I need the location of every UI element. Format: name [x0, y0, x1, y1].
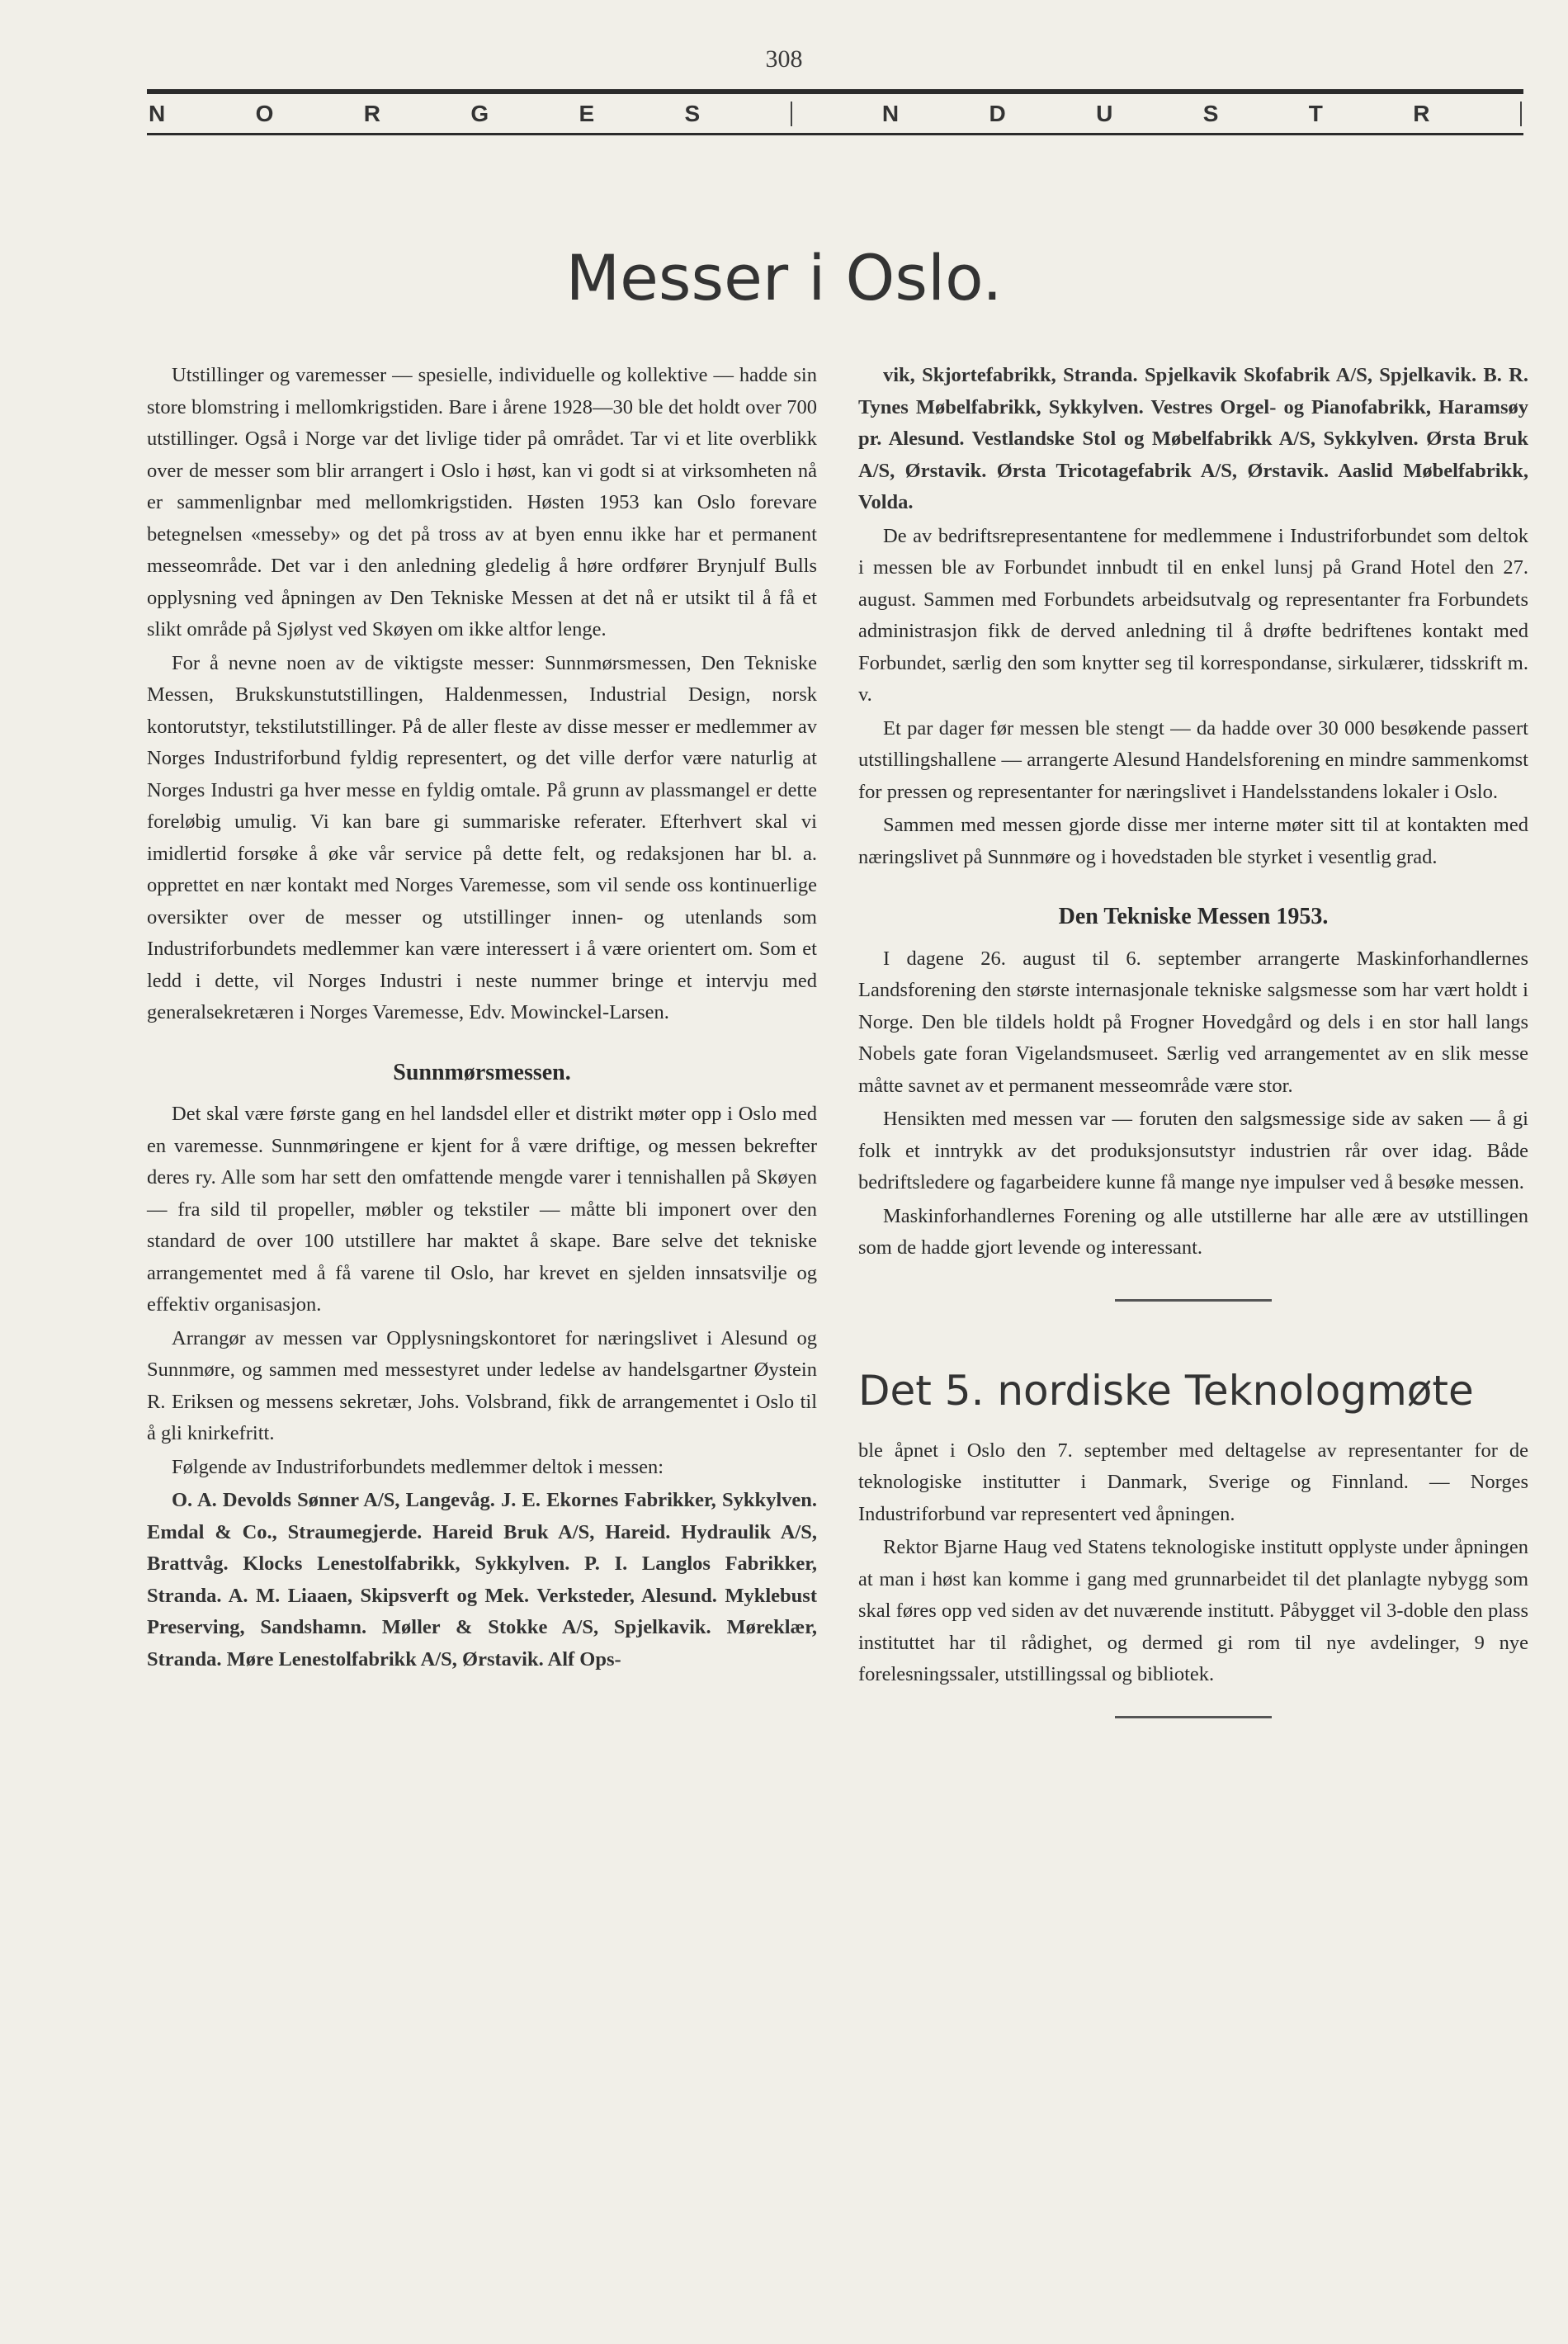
- masthead-letter: E: [579, 100, 595, 126]
- masthead-letter: G: [470, 100, 489, 126]
- body-paragraph: Arrangør av messen var Opplysningskontoret for næringslivet i Alesund og Sunnmøre, og sammen med messestyret under ledelse av handelsgartner Øystein R. Eriksen og messens sekretær, Johs. Volsbrand, fikk de arrangementet i Oslo til å gli knirkefritt.: [147, 1326, 817, 1444]
- intro-paragraph: For å nevne noen av de viktigste messer: Sunnmørsmessen, Den Tekniske Messen, Brukskunstutstillingen, Haldenmessen, Industrial Design, norsk kontorutstyr, tekstilutstillinger. På de aller fleste av disse messer er medlemmer av Norges Industriforbund fyldig representert, og det ville derfor være naturlig at Norges Industri ga hver messe en fyldig omtale. På grunn av plassmangel er dette foreløbig umulig. Vi kan bare gi summariske referater. Efterhvert skal vi imidlertid forsøke å øke vår service på dette felt, og redaksjonen har bl. a. opprettet en nær kontakt med Norges Varemesse, som vil sende oss kontinuerlige oversikter over de messer og utstillinger innen- og utenlands som Industriforbundets medlemmer kan være interessert i å være orientert om. Som et ledd i dette, vil Norges Industri i neste nummer bringe et intervju med generalsekretæren i Norges Varemesse, Edv. Mowinckel-Larsen.: [147, 651, 817, 1023]
- body-paragraph: I dagene 26. august til 6. september arrangerte Maskinforhandlernes Landsforening den største internasjonale tekniske salgsmesse som har vært holdt i Norge. Den ble tildels holdt på Frogner Hovedgård og dels i en stor hall langs Nobels gate foran Vigelandsmuseet. Særlig ved arrangementet av en slik messe måtte savnet av et permanent messeområde være stor.: [858, 947, 1528, 1097]
- nordisk-teknologmote-title: Det 5. nordiske Teknologmøte: [858, 1366, 1474, 1415]
- left-column: [147, 360, 817, 1677]
- body-paragraph: ble åpnet i Oslo den 7. september med deltagelse av representanter for de teknologiske institutter i Danmark, Sverige og Finnland. — Norges Industriforbund var representert ved åpningen.: [858, 1439, 1528, 1525]
- body-paragraph: Følgende av Industriforbundets medlemmer deltok i messen:: [172, 1455, 664, 1478]
- masthead-norges-industri: [147, 89, 1523, 135]
- masthead-letter: S: [684, 100, 701, 126]
- masthead-letter: D: [989, 100, 1006, 126]
- masthead-divider: [791, 102, 792, 126]
- company-list-continued: vik, Skjortefabrikk, Stranda. Spjelkavik Skofabrik A/S, Spjelkavik. B. R. Tynes Møbelfabrikk, Sykkylven. Vestres Orgel- og Pianofabrikk, Haramsøy pr. Alesund. Vestlandske Stol og Møbelfabrikk A/S, Sykkylven. Ørsta Bruk A/S, Ørstavik. Ørsta Tricotagefabrik A/S, Ørstavik. Aaslid Møbelfabrikk, Volda.: [858, 364, 1528, 513]
- masthead-end-bar: [1520, 102, 1522, 126]
- masthead-letter: N: [149, 100, 166, 126]
- end-divider: [1115, 1716, 1272, 1718]
- body-paragraph: Sammen med messen gjorde disse mer interne møter sitt til at kontakten med næringslivet på Sunnmøre og i hovedstaden ble styrket i vesentlig grad.: [858, 814, 1528, 868]
- section-heading-sunnmorsmessen: Sunnmørsmessen.: [393, 1059, 571, 1085]
- masthead-letter: R: [363, 100, 380, 126]
- body-paragraph: Hensikten med messen var — foruten den salgsmessige side av saken — å gi folk et inntrykk av det produksjonsutstyr industrien rår over idag. Både bedriftsledere og fagarbeidere kunne få mange nye impulser ved å besøke messen.: [858, 1108, 1528, 1193]
- article-title: Messer i Oslo.: [565, 241, 1003, 314]
- body-paragraph: Rektor Bjarne Haug ved Statens teknologiske institutt opplyste under åpningen at man i høst kan komme i gang med grunnarbeidet til det planlagte nybygg som skal føres opp ved siden av det nuværende institutt. Påbygget vil 3-doble den plass instituttet har til rådighet, og dermed gi rom til nye avdelinger, 9 nye forelesningssaler, utstillingssal og bibliotek.: [858, 1536, 1528, 1685]
- masthead-letter: U: [1096, 100, 1113, 126]
- intro-paragraph: Utstillinger og varemesser — spesielle, individuelle og kollektive — hadde sin store blomstring i mellomkrigstiden. Bare i årene 1928—30 ble det holdt over 700 utstillinger. Også i Norge var det livlige tider på området. Tar vi et lite overblikk over de messer som blir arrangert i Oslo i høst, kan vi godt si at virksomheten nå er sammenlignbar med mellomkrigstiden. Høsten 1953 kan Oslo forevare betegnelsen «messeby» og det på tross av at byen ennu ikke har et permanent messeområde. Det var i den anledning gledelig å høre ordfører Brynjulf Bulls opplysning ved åpningen av Den Tekniske Messen at det nå er utsikt til å få et slikt område på Sjølyst ved Skøyen om ikke altfor lenge.: [147, 364, 817, 640]
- masthead-letter: T: [1308, 100, 1323, 126]
- body-paragraph: Det skal være første gang en hel landsdel eller et distrikt møter opp i Oslo med en varemesse. Sunnmøringene er kjent for å være driftige, og messen bekrefter deres ry. Alle som har sett den omfattende mengde varer i tennishallen på Skøyen — fra sild til propeller, møbler og tekstiler — måtte bli imponert over den standard de over 100 utstillere har maktet å skape. Bare selve det tekniske arrangementet med å få varene til Oslo, har krevet en sjelden innsatsvilje og effektiv organisasjon.: [147, 1103, 817, 1316]
- body-paragraph: Et par dager før messen ble stengt — da hadde over 30 000 besøkende passert utstillingshallene — arrangerte Alesund Handelsforening en mindre sammenkomst for pressen og representanter for næringslivet i Handelsstandens lokaler i Oslo.: [858, 716, 1528, 803]
- page-number: 308: [765, 45, 803, 73]
- section-heading-tekniske-messen: Den Tekniske Messen 1953.: [1058, 904, 1329, 929]
- masthead-letter: R: [1413, 100, 1430, 126]
- masthead-letter: S: [1202, 100, 1219, 126]
- masthead-letter: O: [255, 100, 274, 126]
- company-list: O. A. Devolds Sønner A/S, Langevåg. J. E. Ekornes Fabrikker, Sykkylven. Emdal & Co., Straumegjerde. Hareid Bruk A/S, Hareid. Hydraulik A/S, Brattvåg. Klocks Lenestolfabrikk, Sykkylven. P. I. Langlos Fabrikker, Stranda. A. M. Liaaen, Skipsverft og Mek. Verksteder, Alesund. Myklebust Preserving, Sandshamn. Møller & Stokke A/S, Spjelkavik. Møreklær, Stranda. Møre Lenestolfabrikk A/S, Ørstavik. Alf Ops-: [147, 1489, 817, 1671]
- body-paragraph: De av bedriftsrepresentantene for medlemmene i Industriforbundet som deltok i messen ble av Forbundet innbudt til en enkel lunsj på Grand Hotel den 27. august. Sammen med Forbundets arbeidsutvalg og representanter fra Forbundets administrasjon fikk de derved anledning til å drøfte bedriftenes kontakt med Forbundet, særlig den som knytter seg til korrespondanse, sirkulærer, tidsskrift m. v.: [858, 524, 1528, 706]
- right-column: [858, 360, 1528, 1718]
- body-paragraph: Maskinforhandlernes Forening og alle utstillerne har alle ære av utstillingen som de hadde gjort levende og interessant.: [858, 1204, 1528, 1259]
- section-divider: [1115, 1299, 1272, 1302]
- masthead-letter: N: [881, 100, 900, 126]
